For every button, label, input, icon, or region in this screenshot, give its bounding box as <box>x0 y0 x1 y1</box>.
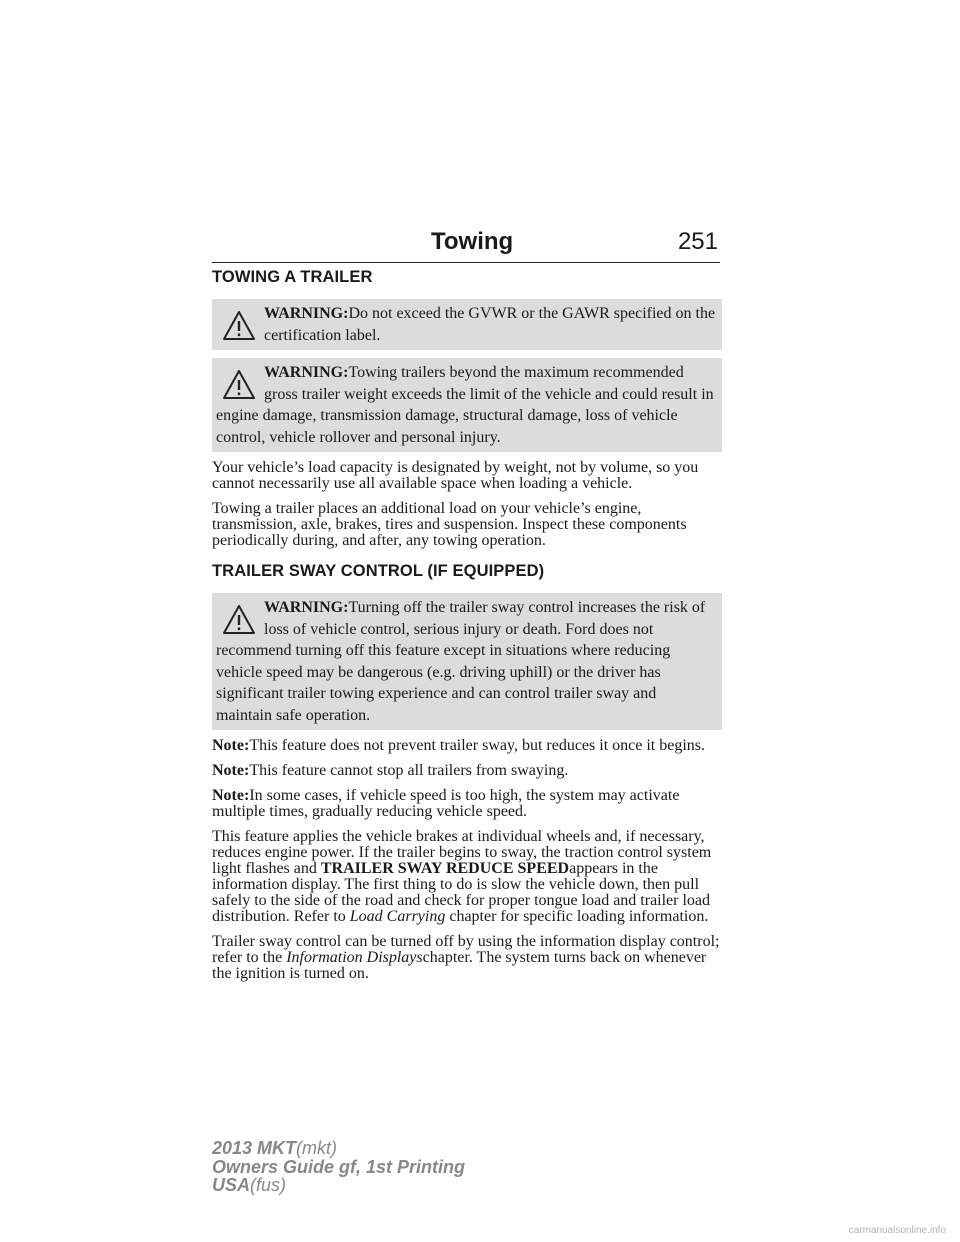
note-label: Note: <box>212 787 250 804</box>
warning-box <box>212 358 722 452</box>
note-paragraph <box>212 788 722 820</box>
warning-triangle-icon <box>222 368 256 402</box>
section-heading-towing: TOWING A TRAILER <box>212 268 373 286</box>
footer-line <box>212 1158 465 1177</box>
footer-line <box>212 1139 465 1158</box>
warning-label: WARNING: <box>264 599 349 616</box>
display-message: TRAILER SWAY REDUCE SPEED <box>320 860 570 877</box>
warning-box <box>212 593 722 730</box>
paragraph: Your vehicle’s load capacity is designated by weight, not by volume, so you cannot necessarily use all available space when loading a vehicle. <box>212 459 699 492</box>
warning-triangle-icon <box>222 603 256 637</box>
warning-box <box>212 299 722 350</box>
note-text: In some cases, if vehicle speed is too high, the system may activate multiple times, gradually reducing vehicle speed. <box>212 787 680 820</box>
chapter-title: Towing <box>431 228 514 255</box>
chapter-reference: Load Carrying <box>349 908 446 925</box>
paragraph-text: This feature applies the vehicle brakes at individual wheels and, if necessary, reduces engine power. If the trailer begins to sway, the traction control system light flashes and <box>212 828 712 877</box>
paragraph-text: chapter for specific loading information. <box>445 908 709 925</box>
page-number: 251 <box>677 228 718 255</box>
warning-text: Turning off the trailer sway control increases the risk of loss of vehicle control, serious injury or death. Ford does not recommend turning off this feature except in situations where reducing vehicle speed may be dangerous (e.g. driving uphill) or the driver has significant trailer towing experience and can control trailer sway and maintain safe operation. <box>216 599 706 724</box>
note-text: This feature does not prevent trailer sway, but reduces it once it begins. <box>249 737 706 754</box>
warning-text: Towing trailers beyond the maximum recommended gross trailer weight exceeds the limit of the vehicle and could result in engine damage, transmission damage, structural damage, loss of vehicle control, vehicle rollover and personal injury. <box>216 364 714 446</box>
warning-label: WARNING: <box>264 305 349 322</box>
note-text: This feature cannot stop all trailers from swaying. <box>249 762 569 779</box>
paragraph <box>212 829 722 925</box>
paragraph: Towing a trailer places an additional load on your vehicle’s engine, transmission, axle, brakes, tires and suspension. Inspect these components periodically during, and after, any towing operation. <box>212 500 687 549</box>
warning-text: Do not exceed the GVWR or the GAWR specified on the certification label. <box>264 305 716 344</box>
note-paragraph <box>212 763 722 779</box>
footer-code: (fus) <box>250 1175 287 1195</box>
footer-model: 2013 MKT <box>212 1138 297 1158</box>
note-paragraph <box>212 738 722 754</box>
page-content <box>212 269 722 991</box>
paragraph <box>212 934 722 982</box>
section-heading-sway-control: TRAILER SWAY CONTROL (IF EQUIPPED) <box>212 562 545 580</box>
paragraph-text: chapter. The system turns back on whenever the ignition is turned on. <box>212 949 707 982</box>
page-footer <box>212 1139 465 1195</box>
note-label: Note: <box>212 762 250 779</box>
paragraph-text: appears in the information display. The first thing to do is slow the vehicle down, then pull safely to the side of the road and check for proper tongue load and trailer load distribution. Refer to <box>212 860 711 925</box>
paragraph-text: Trailer sway control can be turned off by using the information display control; refer to the <box>212 933 720 966</box>
page-header <box>212 222 720 263</box>
note-label: Note: <box>212 737 250 754</box>
warning-label: WARNING: <box>264 364 349 381</box>
footer-guide: Owners Guide gf, 1st Printing <box>212 1156 466 1177</box>
warning-triangle-icon <box>222 309 256 343</box>
watermark: carmanualsonline.info <box>848 1225 946 1236</box>
footer-line <box>212 1176 465 1195</box>
footer-code: (mkt) <box>296 1138 338 1158</box>
chapter-reference: Information Displays <box>286 949 423 966</box>
footer-region: USA <box>212 1175 251 1195</box>
